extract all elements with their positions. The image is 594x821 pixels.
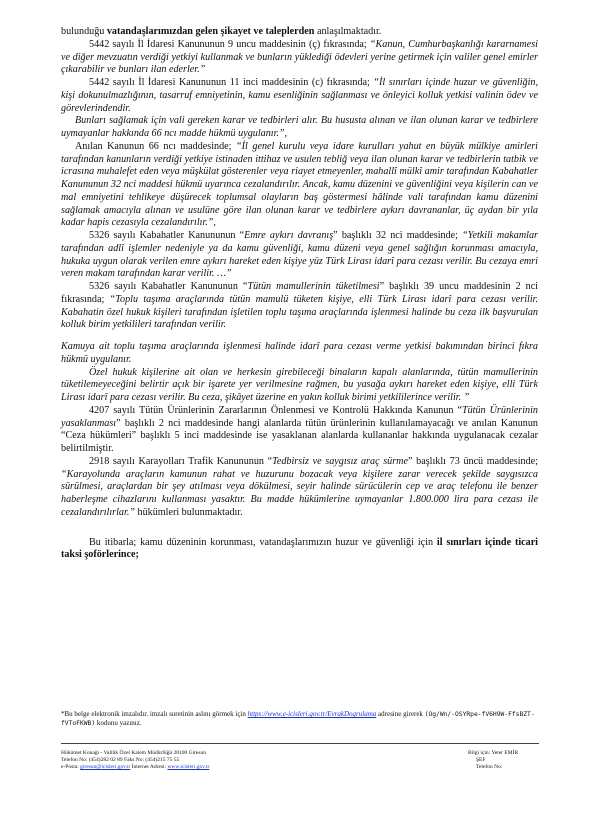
document-body: [61, 26, 538, 562]
footer-address: Hükümet Konağı - Valilik Özel Kalem Müdürlüğü 28100 Giresun: [61, 750, 207, 756]
web-label: İnternet Adresi:: [130, 764, 168, 771]
note-middle: adresine girerek: [376, 710, 425, 718]
footer-web-line: [61, 764, 361, 771]
paragraph: [61, 537, 538, 563]
email-label: e-Posta:: [61, 764, 81, 771]
text-run: Kamuya ait toplu taşıma araçlarında işlenmesi halinde idarî para cezası verme yetkisi bakımından birinci fıkra hükmü uygulanır.: [61, 341, 538, 365]
text-run: ” başlıklı 73 üncü maddesinde;: [407, 455, 538, 467]
footer-contact: [61, 750, 361, 772]
text-run: hükümleri bulunmaktadır.: [134, 506, 243, 518]
e-signature-note: [61, 710, 539, 728]
footer-divider: [61, 743, 539, 744]
info-contact: Bilgi için: Yeter EMİR: [468, 750, 519, 756]
text-run: 5442 sayılı İl İdaresi Kanununun 9 uncu maddesinin (ç) fıkrasında;: [89, 38, 370, 50]
text-run: Anılan Kanunun 66 ncı maddesinde;: [75, 140, 237, 152]
paragraph: [61, 281, 538, 332]
text-run: “Yetkili makamlar tarafından adlî işlemler nedeniyle ya da kamu güvenliği, kamu düzeni veya genel sağlığın korunması amacıyla, hukuka uygun olarak verilen emre aykırı hareket eden kişiye yüz Türk Lirası idarî para cezası verilir. Bu cezaya emri veren makam tarafından karar verilir. …”: [61, 230, 538, 280]
note-prefix: *Bu belge elektronik imzalıdır. imzalı suretinin aslını görmek için: [61, 710, 248, 718]
verification-code: (Og/Wn/-OSYRpe-fV6H9W-FfsBZT-fVToFKWB): [61, 711, 535, 727]
text-run: ” başlıklı 32 nci maddesinde;: [333, 230, 463, 241]
text-run: “Toplu taşıma araçlarında tütün mamulü tüketen kişiye, elli Türk Lirası idarî para cezası verilir. Kabahatin özel hukuk kişileri tarafından işletilen toplu taşıma araçlarında işlenmesi halinde bu ceza ilk başvurulan kolluk birim yetkilileri tarafından verilir.: [61, 293, 538, 331]
footer-phone: Telefon No: (454)282 02 89 Faks No: (454)215 75 55: [61, 757, 180, 764]
footer-info: [468, 750, 548, 772]
paragraph: [61, 456, 538, 520]
text-run: 4207 sayılı Tütün Ürünlerinin Zararlarının Önlenmesi ve Kontrolü Hakkında Kanunun “: [89, 404, 462, 416]
text-run: 2918 sayılı Karayolları Trafik Kanununun “: [89, 455, 273, 467]
text-run: “Kanun, Cumhurbaşkanlığı kararnamesi ve diğer mevzuatın verdiği yetkiyi kullanmak ve bunların yüklediği ödevleri yerine getirmek için valiler genel emirler çıkarabilir ve bunları ilan ederler.”: [61, 38, 538, 76]
website-link[interactable]: www.icisleri.gov.tr: [167, 764, 210, 771]
info-phone: Telefon No:: [476, 764, 503, 771]
paragraph: [61, 115, 538, 141]
verification-link[interactable]: https://www.e-icisleri.gov.tr/EvrakDogrulama: [247, 710, 377, 718]
paragraph: [61, 367, 538, 405]
text-run: “İl genel kurulu veya idare kurulları yahut en büyük mülkiye amirleri tarafından kanunların verdiği yetkiye istinaden ittihaz ve usulen tebliğ veya ilan olunan karar ve tedbirlerin tatbik ve icrasına muhalefet eden veya müşkülat gösterenler veya riayet etmeyenler, mahallî mülkî amir tarafından Kabahatler Kanununun 32 nci maddesi hükmü uyarınca cezalandırılır. Ancak, kamu düzenini ve güvenliğini veya kişilerin can ve mal emniyetini tehlikeye düşürecek toplumsal olayların baş göstermesi hâlinde vali tarafından kamu düzenini sağlamak amacıyla alınan ve usulüne göre ilan olunan karar ve tedbirlere aykırı davrananlar, üç aydan bir yıla kadar hapis cezasıyla cezalandırılır.”,: [61, 140, 539, 229]
text-run: vatandaşlarımızdan gelen şikayet ve taleplerden: [106, 26, 315, 37]
paragraph: [61, 341, 538, 367]
text-run: 5326 sayılı Kabahatler Kanununun “: [89, 230, 245, 241]
paragraph: [61, 405, 538, 456]
text-run: 5442 sayılı İl İdaresi Kanununun 11 inci maddesinin (c) fıkrasında;: [89, 77, 374, 88]
text-run: Tedbirsiz ve saygısız araç sürme: [272, 455, 408, 467]
note-suffix: kodunu yazınız.: [95, 719, 142, 727]
text-run: Bunları sağlamak için vali gereken karar ve tedbirleri alır. Bu hususta alınan ve ilan olunan karar ve tedbirlere uymayanlar hakkında 66 ncı madde hükmü uygulanır.”,: [61, 115, 538, 139]
email-link[interactable]: giresun@icisleri.gov.tr: [80, 764, 131, 771]
paragraph: [61, 141, 538, 230]
paragraph: [61, 39, 538, 77]
text-run: ” başlıklı 2 nci maddesinde hangi alanlarda tütün ürünlerinin kullanılamayacağı ve anılan Kanunun “Ceza hükümleri” başlıklı 5 inci maddesinde ise yasaklanan alanlarda kullananlar hakkında uygulanacak cezalar belirtilmiştir.: [61, 417, 538, 454]
paragraph: [61, 26, 538, 39]
info-title: ŞEF: [476, 757, 486, 764]
text-run: 5326 sayılı Kabahatler Kanununun “: [89, 281, 248, 292]
text-run: “Karayolunda araçların kamunun rahat ve huzurunu bozacak veya kişilere zarar verecek şekilde saygısızca sürülmesi, araçlardan bir şey atılması veya dökülmesi, seyir halinde sürücülerin cep ve araç telefonu ile benzer haberleşme cihazlarını kullanması yasaktır. Bu madde hükümlerine uymayanlar 1.800.000 lira para cezası ile cezalandırılırlar.”: [61, 468, 538, 518]
paragraph: [61, 230, 538, 281]
text-run: Emre aykırı davranış: [244, 230, 334, 241]
text-run: anlaşılmaktadır.: [314, 26, 382, 37]
text-run: ” başlıklı 39 uncu maddesinin 2 nci fıkrasında;: [61, 281, 538, 305]
text-run: “İl sınırları içinde huzur ve güvenliğin, kişi dokunulmazlığının, tasarruf emniyetinin, kamu esenliğinin sağlanması ve önleyici kolluk yetkisi valinin ödev ve görevlerindendir.: [61, 77, 538, 114]
text-run: Bu itibarla; kamu düzeninin korunması, vatandaşlarımızın huzur ve güvenliği için: [89, 536, 437, 548]
text-run: Özel hukuk kişilerine ait olan ve herkesin girebileceği binaların kapalı alanlarında, tütün mamullerinin tüketilemeyeceğini belirtir açık bir işarete yer verilmesine rağmen, bu yasağa aykırı hareket eden kişiye, elli Türk Lirası idarî para cezası verilir. Bu ceza, şikâyet üzerine en yakın kolluk birimi yetkililerince verilir. ”: [61, 366, 538, 403]
text-run: Tütün Ürünlerinin yasaklanması: [61, 404, 538, 429]
text-run: bulunduğu: [61, 26, 107, 37]
paragraph: [61, 77, 538, 115]
text-run: Tütün mamullerinin tüketilmesi: [247, 281, 380, 292]
text-run: il sınırları içinde ticari taksi şoförlerince;: [61, 536, 538, 561]
